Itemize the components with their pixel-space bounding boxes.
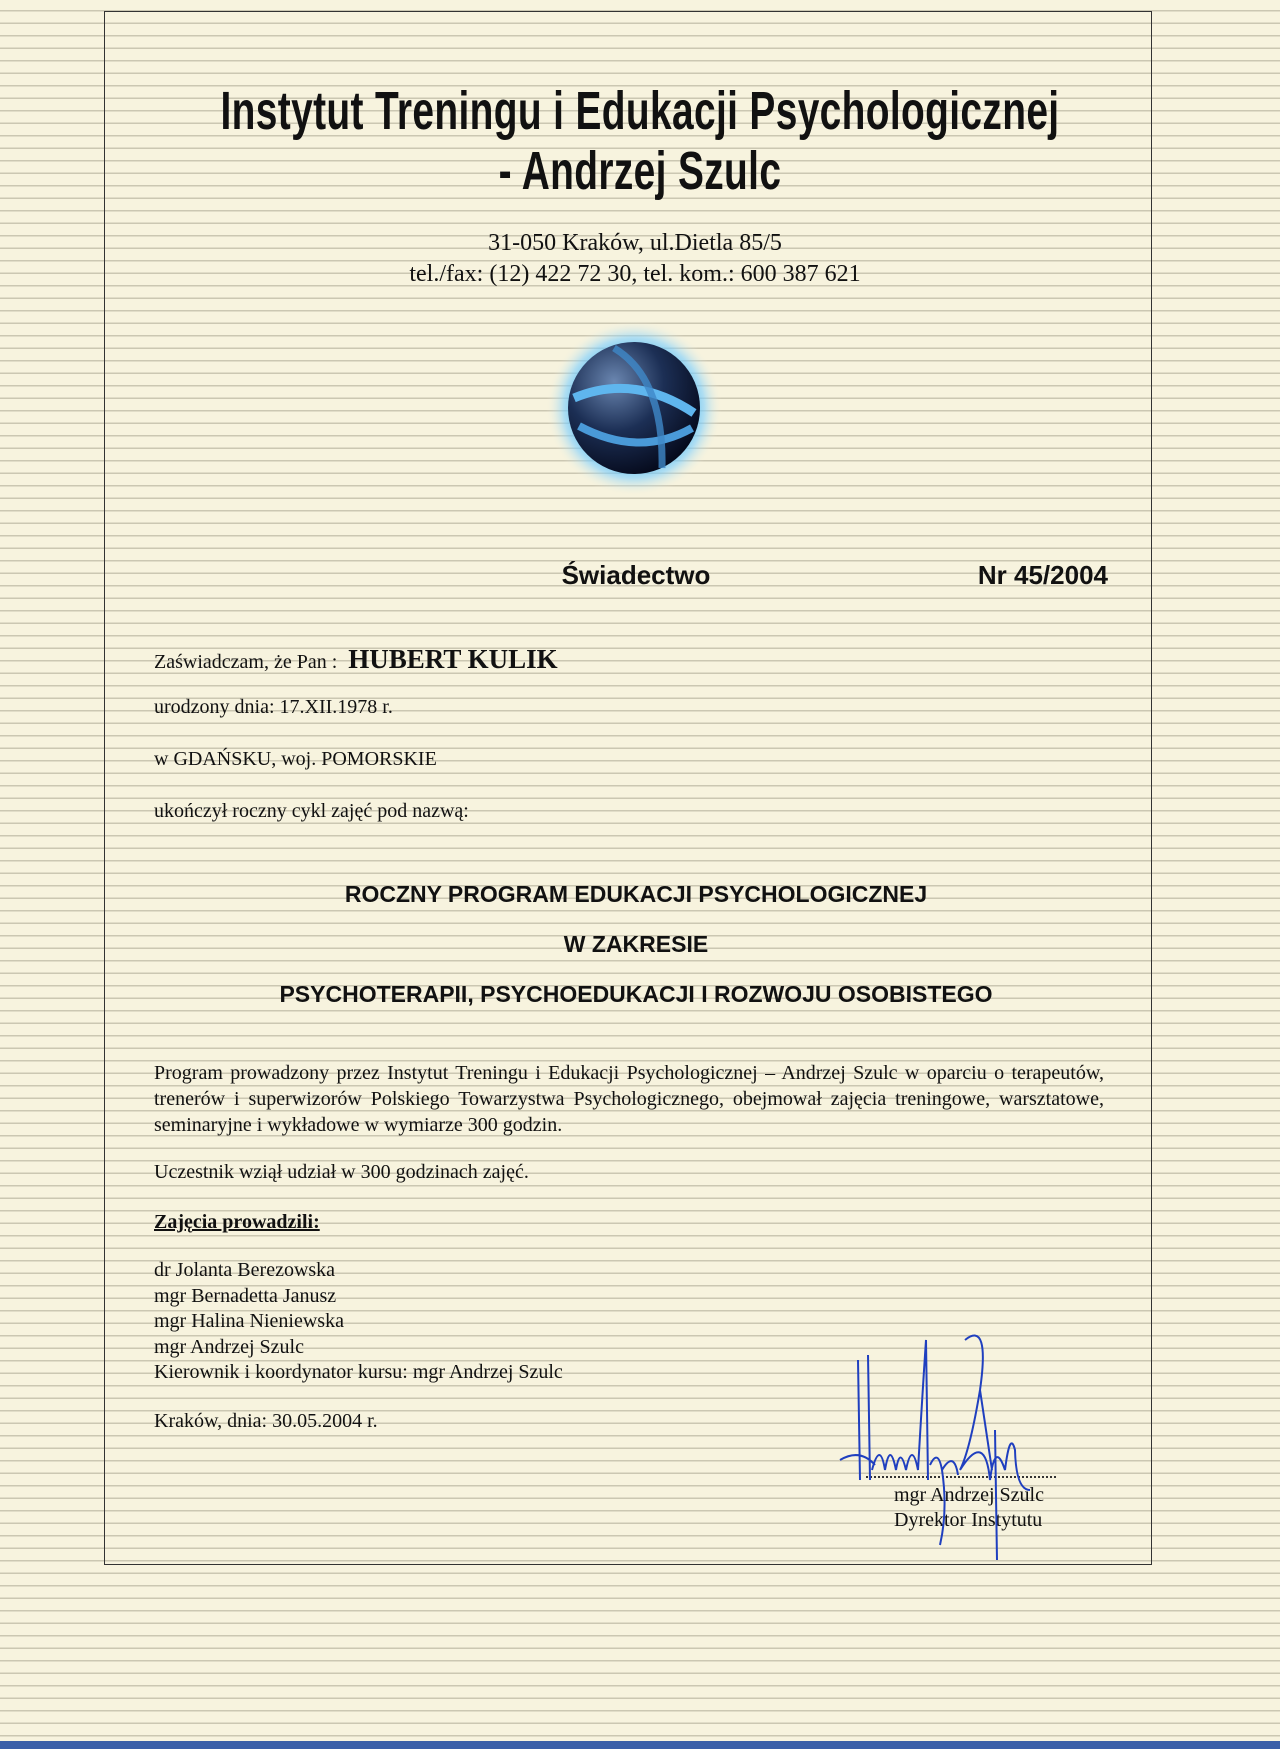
certificate-number: Nr 45/2004	[977, 560, 1108, 590]
completed-line: ukończył roczny cykl zajęć pod nazwą:	[154, 800, 469, 822]
instructor: dr Jolanta Berezowska	[154, 1259, 336, 1281]
certificate-title: Świadectwo	[561, 560, 711, 590]
program-line-2: W ZAKRESIE	[563, 931, 709, 957]
address: 31-050 Kraków, ul.Dietla 85/5	[488, 230, 782, 256]
issue-date: Kraków, dnia: 30.05.2004 r.	[154, 1410, 378, 1432]
signature-icon	[830, 1330, 1130, 1560]
intro-line	[154, 644, 558, 675]
signatory-name: mgr Andrzej Szulc	[894, 1484, 1044, 1506]
institute-name: Instytut Treningu i Edukacji Psychologicznej	[220, 81, 1060, 141]
instructors-heading: Zajęcia prowadzili:	[154, 1211, 320, 1233]
instructor: mgr Halina Nieniewska	[154, 1310, 344, 1332]
scan-edge	[0, 1741, 1280, 1749]
signatory-title: Dyrektor Instytutu	[894, 1509, 1043, 1531]
phone: tel./fax: (12) 422 72 30, tel. kom.: 600 387 621	[409, 261, 861, 287]
course-coordinator: Kierownik i koordynator kursu: mgr Andrzej Szulc	[154, 1361, 563, 1383]
participation: Uczestnik wziął udział w 300 godzinach zajęć.	[154, 1161, 529, 1183]
birth-date: urodzony dnia: 17.XII.1978 r.	[154, 696, 393, 718]
institute-owner: - Andrzej Szulc	[498, 141, 782, 201]
globe-logo-icon	[544, 318, 724, 498]
program-description: Program prowadzony przez Instytut Treningu i Edukacji Psychologicznej – Andrzej Szulc w oparciu o terapeutów, trenerów i superwizorów Polskiego Towarzystwa Psychologicznego, obejmował zajęcia treningowe, warsztatowe, seminaryjne i wykładowe w wymiarze 300 godzin.	[154, 1062, 1104, 1136]
instructor: mgr Andrzej Szulc	[154, 1336, 304, 1358]
birth-place: w GDAŃSKU, woj. POMORSKIE	[154, 748, 437, 770]
program-line-3: PSYCHOTERAPII, PSYCHOEDUKACJI I ROZWOJU OSOBISTEGO	[279, 981, 993, 1007]
intro-label: Zaświadczam, że Pan :	[154, 651, 338, 673]
recipient-name: HUBERT KULIK	[348, 644, 558, 674]
program-line-1: ROCZNY PROGRAM EDUKACJI PSYCHOLOGICZNEJ	[344, 881, 928, 907]
instructor: mgr Bernadetta Janusz	[154, 1285, 337, 1307]
